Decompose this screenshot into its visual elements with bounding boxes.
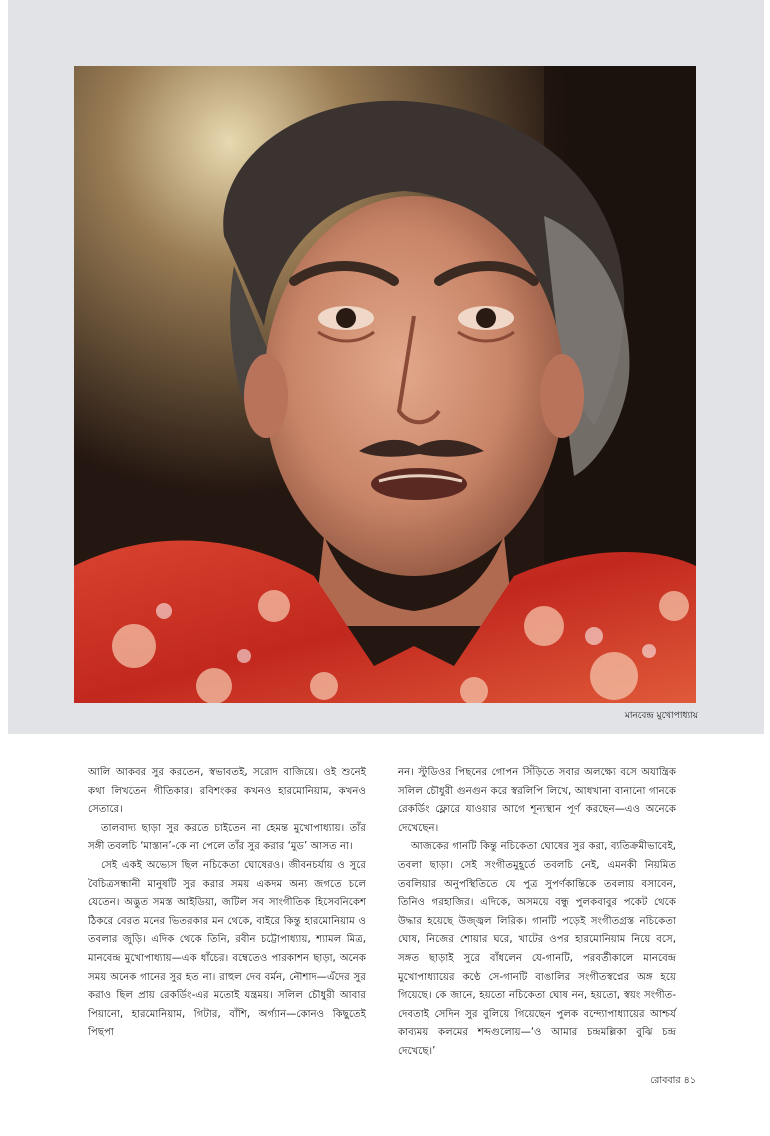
paragraph: সেই একই অভ্যেস ছিল নচিকেতা ঘোষেরও। জীবনচর্যায় ও সুরে বৈচিত্রসন্ধানী মানুষটি সুর করার সময় একদম অন্য জগতে চলে যেতেন। অদ্ভুত সমস্ত আইডিয়া, জটিল সব সাংগীতিক হিসেবনিকেশ ঠিকরে বেরত মনের ভিতরকার মন থেকে, বাইরে কিন্তু হারমোনিয়াম ও তবলার জুড়ি। এদিক থেকে তিনি, রবীন চট্টোপাধ্যায়, শ্যামল মিত্র, মানবেন্দ্র মুখোপাধ্যায়—এক ধাঁচের। বম্বেতেও পারকাশন ছাড়া, অনেক সময় অনেক গানের সুর হত না। রাহুল দেব বর্মন, নৌশাদ—এঁদের সুর করাও ছিল প্রায় রেকর্ডিং-এর মতোই যন্ত্রময়। সলিল চৌধুরী আবার পিয়ানো, হারমোনিয়াম, গিটার, বাঁশি, অর্গ্যান—কোনও কিছুতেই পিছপা	[88, 859, 366, 1039]
portrait-photo	[74, 66, 696, 703]
paragraph: আজকের গানটি কিন্তু নচিকেতা ঘোষের সুর করা, ব্যতিক্রমীভাবেই, তবলা ছাড়া। সেই সংগীতমুহূর্তে তবলচি নেই, এমনকী নিয়মিত তবলিয়ার অনুপস্থিতিতে যে পুত্র সুপর্ণকান্তিকে তবলায় বসাবেন, তিনিও গরহাজির। এদিকে, অসময়ে বন্ধু পুলকবাবুর পকেট থেকে উদ্ধার হয়েছে উজ্জ্বল লিরিক। গানটি পড়েই সংগীতগ্রস্ত নচিকেতা ঘোষ, নিজের শোয়ার ঘরে, খাটের ওপর হারমোনিয়াম নিয়ে বসে, সঙ্গত ছাড়াই সুরে বাঁধলেন যে-গানটি, পরবর্তীকালে মানবেন্দ্র মুখোপাধ্যায়ের কণ্ঠে সে-গানটি বাঙালির সংগীতস্বপ্নের অঙ্গ হয়ে গিয়েছে। কে জানে, হয়তো নচিকেতা ঘোষ নন, হয়তো, স্বয়ং সংগীত-দেবতাই সেদিন সুর বুলিয়ে গিয়েছেন পুলক বন্দ্যোপাধ্যায়ের আশ্চর্য কাব্যময় কলমের শব্দগুলোয়—‘ও আমার চন্দ্রমল্লিকা বুঝি চন্দ্র দেখেছে।’	[398, 841, 676, 1057]
page-number: ৪১	[683, 1075, 696, 1086]
magazine-name: রোববার	[650, 1075, 681, 1086]
paragraph: আলি আকবর সুর করতেন, স্বভাবতই, সরোদ বাজিয়ে। ওই শুনেই কথা লিখতেন গীতিকার। রবিশংকর কখনও হারমোনিয়াম, কখনও সেতারে।	[88, 767, 366, 816]
photo-caption: মানবেন্দ্র মুখোপাধ্যায়	[624, 711, 698, 721]
page-footer	[650, 1074, 696, 1089]
article-column-right	[398, 764, 676, 1062]
paragraph: নন। স্টুডিওর পিছনের গোপন সিঁড়িতে সবার অলক্ষ্যে বসে অযান্ত্রিক সলিল চৌধুরী গুনগুন করে স্বরলিপি লিখে, আধখানা বানানো গানকে রেকর্ডিং ফ্লোরে যাওয়ার আগে শূন্যস্থান পূর্ণ করছেন—এও অনেকে দেখেছেন।	[398, 767, 676, 834]
paragraph: তালবাদ্য ছাড়া সুর করতে চাইতেন না হেমন্ত মুখোপাধ্যায়। তাঁর সঙ্গী তবলচি ‘মাস্তান’-কে না পেলে তাঁর সুর করার ‘মুড’ আসত না।	[88, 822, 366, 853]
article-column-left	[88, 764, 366, 1043]
portrait-illustration	[74, 66, 696, 703]
